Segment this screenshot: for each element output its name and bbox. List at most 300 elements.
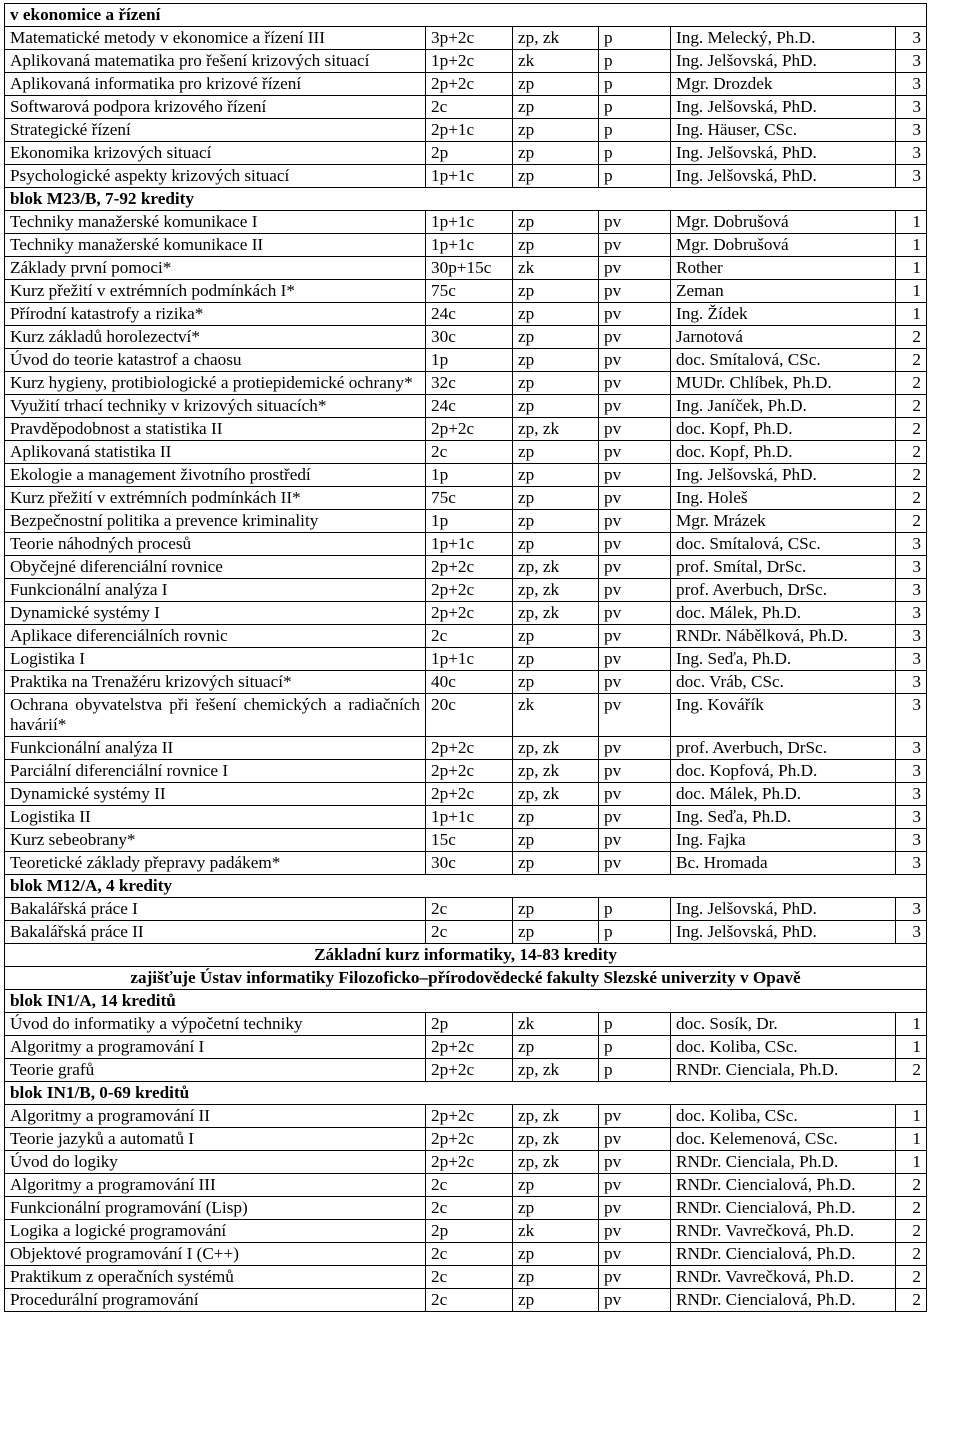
course-row (5, 625, 927, 648)
course-credits-cell: 1 (896, 257, 927, 280)
course-credits-cell: 3 (896, 625, 927, 648)
course-row (5, 694, 927, 737)
course-name-cell: Přírodní katastrofy a rizika* (5, 303, 426, 326)
course-name-cell: Základy první pomoci* (5, 257, 426, 280)
course-hours-cell: 2p (426, 1013, 513, 1036)
course-category-cell: p (599, 142, 671, 165)
course-credits-cell: 3 (896, 579, 927, 602)
course-category-cell: pv (599, 783, 671, 806)
course-teacher-cell: doc. Vráb, CSc. (671, 671, 896, 694)
course-credits-cell: 2 (896, 1174, 927, 1197)
course-category-cell: pv (599, 1243, 671, 1266)
course-hours-cell: 30c (426, 852, 513, 875)
course-row (5, 1128, 927, 1151)
course-name-cell: Kurz přežití v extrémních podmínkách I* (5, 280, 426, 303)
course-completion-cell: zp (513, 625, 599, 648)
course-hours-cell: 2c (426, 1266, 513, 1289)
course-row (5, 783, 927, 806)
course-row (5, 142, 927, 165)
course-completion-cell: zp (513, 395, 599, 418)
course-teacher-cell: Mgr. Mrázek (671, 510, 896, 533)
course-credits-cell: 2 (896, 1266, 927, 1289)
course-completion-cell: zp (513, 1036, 599, 1059)
course-credits-cell: 3 (896, 96, 927, 119)
course-category-cell: pv (599, 510, 671, 533)
course-row (5, 464, 927, 487)
course-name-cell: Algoritmy a programování II (5, 1105, 426, 1128)
course-credits-cell: 3 (896, 783, 927, 806)
course-teacher-cell: doc. Kopf, Ph.D. (671, 441, 896, 464)
course-hours-cell: 1p+1c (426, 533, 513, 556)
course-credits-cell: 1 (896, 1151, 927, 1174)
course-completion-cell: zk (513, 1220, 599, 1243)
course-teacher-cell: doc. Kopf, Ph.D. (671, 418, 896, 441)
course-name-cell: Ekologie a management životního prostředí (5, 464, 426, 487)
course-name-cell: Ekonomika krizových situací (5, 142, 426, 165)
course-row (5, 119, 927, 142)
course-hours-cell: 40c (426, 671, 513, 694)
course-name-cell: Úvod do teorie katastrof a chaosu (5, 349, 426, 372)
course-row (5, 1197, 927, 1220)
course-completion-cell: zp (513, 533, 599, 556)
course-row (5, 1013, 927, 1036)
course-hours-cell: 3p+2c (426, 27, 513, 50)
course-category-cell: pv (599, 1197, 671, 1220)
course-row (5, 671, 927, 694)
course-name-cell: Praktikum z operačních systémů (5, 1266, 426, 1289)
course-name-cell: Strategické řízení (5, 119, 426, 142)
course-category-cell: pv (599, 760, 671, 783)
course-teacher-cell: doc. Kelemenová, CSc. (671, 1128, 896, 1151)
course-category-cell: pv (599, 533, 671, 556)
course-row (5, 579, 927, 602)
course-category-cell: pv (599, 602, 671, 625)
course-completion-cell: zp (513, 165, 599, 188)
course-name-cell: Logistika I (5, 648, 426, 671)
section-heading: zajišťuje Ústav informatiky Filozoficko–přírodovědecké fakulty Slezské univerzity v Opavě (5, 967, 927, 990)
course-teacher-cell: prof. Averbuch, DrSc. (671, 737, 896, 760)
course-teacher-cell: Ing. Jelšovská, PhD. (671, 921, 896, 944)
course-category-cell: pv (599, 1105, 671, 1128)
course-completion-cell: zp (513, 464, 599, 487)
course-teacher-cell: RNDr. Ciencialová, Ph.D. (671, 1174, 896, 1197)
course-completion-cell: zk (513, 257, 599, 280)
course-name-cell: Logika a logické programování (5, 1220, 426, 1243)
course-row (5, 487, 927, 510)
course-completion-cell: zp, zk (513, 556, 599, 579)
course-name-cell: Praktika na Trenažéru krizových situací* (5, 671, 426, 694)
course-row (5, 349, 927, 372)
course-completion-cell: zk (513, 1013, 599, 1036)
course-credits-cell: 2 (896, 464, 927, 487)
course-completion-cell: zp, zk (513, 1059, 599, 1082)
course-completion-cell: zp, zk (513, 602, 599, 625)
course-credits-cell: 2 (896, 1243, 927, 1266)
course-name-cell: Teorie náhodných procesů (5, 533, 426, 556)
course-completion-cell: zp (513, 211, 599, 234)
course-name-cell: Aplikovaná matematika pro řešení krizových situací (5, 50, 426, 73)
course-teacher-cell: prof. Averbuch, DrSc. (671, 579, 896, 602)
course-completion-cell: zp, zk (513, 760, 599, 783)
course-credits-cell: 2 (896, 1197, 927, 1220)
course-teacher-cell: Mgr. Drozdek (671, 73, 896, 96)
course-category-cell: pv (599, 303, 671, 326)
course-credits-cell: 3 (896, 119, 927, 142)
course-name-cell: Kurz přežití v extrémních podmínkách II* (5, 487, 426, 510)
course-name-cell: Procedurální programování (5, 1289, 426, 1312)
course-row (5, 852, 927, 875)
course-credits-cell: 3 (896, 760, 927, 783)
course-category-cell: pv (599, 1289, 671, 1312)
course-hours-cell: 1p (426, 464, 513, 487)
course-row (5, 1220, 927, 1243)
course-category-cell: pv (599, 211, 671, 234)
course-category-cell: pv (599, 1174, 671, 1197)
course-credits-cell: 3 (896, 602, 927, 625)
course-credits-cell: 3 (896, 806, 927, 829)
course-completion-cell: zk (513, 694, 599, 737)
course-completion-cell: zp (513, 671, 599, 694)
course-hours-cell: 2p+2c (426, 73, 513, 96)
course-teacher-cell: Ing. Jelšovská, PhD. (671, 142, 896, 165)
course-teacher-cell: RNDr. Vavrečková, Ph.D. (671, 1266, 896, 1289)
course-category-cell: pv (599, 1128, 671, 1151)
course-teacher-cell: RNDr. Cienciala, Ph.D. (671, 1151, 896, 1174)
course-table-body (5, 4, 927, 1312)
course-teacher-cell: Mgr. Dobrušová (671, 211, 896, 234)
course-credits-cell: 2 (896, 1289, 927, 1312)
course-credits-cell: 3 (896, 556, 927, 579)
course-teacher-cell: Jarnotová (671, 326, 896, 349)
course-hours-cell: 1p+1c (426, 648, 513, 671)
course-category-cell: pv (599, 280, 671, 303)
course-teacher-cell: Ing. Jelšovská, PhD. (671, 464, 896, 487)
course-hours-cell: 2p (426, 1220, 513, 1243)
course-hours-cell: 2p+2c (426, 1105, 513, 1128)
course-hours-cell: 1p+1c (426, 211, 513, 234)
course-name-cell: Bakalářská práce II (5, 921, 426, 944)
course-name-cell: Úvod do logiky (5, 1151, 426, 1174)
course-row (5, 648, 927, 671)
course-completion-cell: zp (513, 852, 599, 875)
course-completion-cell: zk (513, 50, 599, 73)
course-row (5, 96, 927, 119)
course-teacher-cell: Bc. Hromada (671, 852, 896, 875)
course-category-cell: pv (599, 349, 671, 372)
course-credits-cell: 3 (896, 50, 927, 73)
course-row (5, 1266, 927, 1289)
section-heading-row (5, 967, 927, 990)
course-completion-cell: zp, zk (513, 1105, 599, 1128)
course-row (5, 1059, 927, 1082)
course-row (5, 829, 927, 852)
course-credits-cell: 3 (896, 829, 927, 852)
block-heading: blok IN1/B, 0-69 kreditů (5, 1082, 927, 1105)
course-name-cell: Pravděpodobnost a statistika II (5, 418, 426, 441)
section-heading-row (5, 944, 927, 967)
course-category-cell: pv (599, 852, 671, 875)
course-completion-cell: zp (513, 1197, 599, 1220)
course-teacher-cell: RNDr. Ciencialová, Ph.D. (671, 1197, 896, 1220)
course-teacher-cell: Ing. Žídek (671, 303, 896, 326)
block-heading: blok IN1/A, 14 kreditů (5, 990, 927, 1013)
course-hours-cell: 2p+2c (426, 760, 513, 783)
course-row (5, 326, 927, 349)
course-name-cell: Teorie jazyků a automatů I (5, 1128, 426, 1151)
course-name-cell: Využití trhací techniky v krizových situacích* (5, 395, 426, 418)
course-credits-cell: 1 (896, 1036, 927, 1059)
course-table (4, 3, 927, 1312)
course-completion-cell: zp, zk (513, 27, 599, 50)
course-name-cell: Obyčejné diferenciální rovnice (5, 556, 426, 579)
course-row (5, 737, 927, 760)
course-credits-cell: 2 (896, 1220, 927, 1243)
course-category-cell: pv (599, 556, 671, 579)
course-hours-cell: 2p+2c (426, 1036, 513, 1059)
course-name-cell: Logistika II (5, 806, 426, 829)
course-hours-cell: 30p+15c (426, 257, 513, 280)
course-category-cell: pv (599, 372, 671, 395)
course-credits-cell: 2 (896, 372, 927, 395)
course-category-cell: p (599, 1036, 671, 1059)
course-completion-cell: zp (513, 829, 599, 852)
course-teacher-cell: Ing. Jelšovská, PhD. (671, 96, 896, 119)
course-row (5, 533, 927, 556)
course-hours-cell: 2p+2c (426, 1059, 513, 1082)
course-name-cell: Matematické metody v ekonomice a řízení III (5, 27, 426, 50)
course-credits-cell: 2 (896, 1059, 927, 1082)
block-heading-row (5, 990, 927, 1013)
course-credits-cell: 1 (896, 1105, 927, 1128)
block-heading: v ekonomice a řízení (5, 4, 927, 27)
course-row (5, 510, 927, 533)
course-category-cell: p (599, 898, 671, 921)
course-name-cell: Techniky manažerské komunikace II (5, 234, 426, 257)
course-teacher-cell: RNDr. Nábělková, Ph.D. (671, 625, 896, 648)
section-heading: Základní kurz informatiky, 14-83 kredity (5, 944, 927, 967)
course-row (5, 1174, 927, 1197)
course-teacher-cell: Ing. Jelšovská, PhD. (671, 898, 896, 921)
block-heading: blok M12/A, 4 kredity (5, 875, 927, 898)
course-hours-cell: 2p+2c (426, 783, 513, 806)
course-row (5, 165, 927, 188)
course-completion-cell: zp (513, 648, 599, 671)
course-row (5, 50, 927, 73)
course-hours-cell: 2c (426, 625, 513, 648)
course-row (5, 898, 927, 921)
course-credits-cell: 2 (896, 510, 927, 533)
course-completion-cell: zp (513, 142, 599, 165)
course-completion-cell: zp (513, 806, 599, 829)
course-name-cell: Algoritmy a programování III (5, 1174, 426, 1197)
course-category-cell: pv (599, 625, 671, 648)
course-completion-cell: zp (513, 349, 599, 372)
course-teacher-cell: Ing. Kovářík (671, 694, 896, 737)
course-teacher-cell: RNDr. Ciencialová, Ph.D. (671, 1243, 896, 1266)
course-category-cell: pv (599, 464, 671, 487)
course-row (5, 441, 927, 464)
course-hours-cell: 32c (426, 372, 513, 395)
course-category-cell: p (599, 921, 671, 944)
course-name-cell: Dynamické systémy II (5, 783, 426, 806)
course-credits-cell: 3 (896, 921, 927, 944)
course-credits-cell: 3 (896, 694, 927, 737)
course-category-cell: p (599, 165, 671, 188)
course-row (5, 1289, 927, 1312)
course-hours-cell: 2p+2c (426, 737, 513, 760)
course-name-cell: Algoritmy a programování I (5, 1036, 426, 1059)
course-completion-cell: zp (513, 898, 599, 921)
course-completion-cell: zp (513, 234, 599, 257)
course-hours-cell: 2c (426, 898, 513, 921)
course-teacher-cell: doc. Smítalová, CSc. (671, 533, 896, 556)
course-row (5, 257, 927, 280)
block-heading-row (5, 188, 927, 211)
course-completion-cell: zp (513, 280, 599, 303)
course-teacher-cell: doc. Koliba, CSc. (671, 1105, 896, 1128)
course-credits-cell: 1 (896, 234, 927, 257)
course-hours-cell: 1p+1c (426, 806, 513, 829)
course-teacher-cell: doc. Kopfová, Ph.D. (671, 760, 896, 783)
course-name-cell: Parciální diferenciální rovnice I (5, 760, 426, 783)
course-row (5, 27, 927, 50)
course-row (5, 1243, 927, 1266)
course-category-cell: pv (599, 418, 671, 441)
course-hours-cell: 1p (426, 349, 513, 372)
course-hours-cell: 2c (426, 441, 513, 464)
course-name-cell: Teorie grafů (5, 1059, 426, 1082)
course-hours-cell: 30c (426, 326, 513, 349)
course-hours-cell: 24c (426, 395, 513, 418)
course-teacher-cell: MUDr. Chlíbek, Ph.D. (671, 372, 896, 395)
course-completion-cell: zp (513, 73, 599, 96)
course-category-cell: pv (599, 1266, 671, 1289)
course-category-cell: pv (599, 326, 671, 349)
course-credits-cell: 3 (896, 27, 927, 50)
course-hours-cell: 2p+2c (426, 1151, 513, 1174)
course-category-cell: pv (599, 829, 671, 852)
course-category-cell: pv (599, 694, 671, 737)
course-credits-cell: 1 (896, 303, 927, 326)
course-hours-cell: 2c (426, 1197, 513, 1220)
course-hours-cell: 1p (426, 510, 513, 533)
course-hours-cell: 1p+2c (426, 50, 513, 73)
course-name-cell: Kurz základů horolezectví* (5, 326, 426, 349)
course-row (5, 395, 927, 418)
course-completion-cell: zp (513, 119, 599, 142)
course-credits-cell: 2 (896, 395, 927, 418)
course-completion-cell: zp (513, 1243, 599, 1266)
course-teacher-cell: Ing. Jelšovská, PhD. (671, 165, 896, 188)
course-category-cell: pv (599, 234, 671, 257)
course-name-cell: Softwarová podpora krizového řízení (5, 96, 426, 119)
course-teacher-cell: Ing. Häuser, CSc. (671, 119, 896, 142)
course-category-cell: pv (599, 487, 671, 510)
course-name-cell: Funkcionální analýza I (5, 579, 426, 602)
course-name-cell: Techniky manažerské komunikace I (5, 211, 426, 234)
course-name-cell: Funkcionální analýza II (5, 737, 426, 760)
course-row (5, 806, 927, 829)
course-teacher-cell: Ing. Seďa, Ph.D. (671, 806, 896, 829)
block-heading: blok M23/B, 7-92 kredity (5, 188, 927, 211)
course-name-cell: Kurz sebeobrany* (5, 829, 426, 852)
course-completion-cell: zp, zk (513, 579, 599, 602)
course-teacher-cell: Zeman (671, 280, 896, 303)
course-credits-cell: 3 (896, 898, 927, 921)
course-teacher-cell: RNDr. Cienciala, Ph.D. (671, 1059, 896, 1082)
course-hours-cell: 75c (426, 487, 513, 510)
course-hours-cell: 2c (426, 1243, 513, 1266)
course-teacher-cell: doc. Málek, Ph.D. (671, 602, 896, 625)
course-completion-cell: zp (513, 487, 599, 510)
course-category-cell: p (599, 96, 671, 119)
block-heading-row (5, 1082, 927, 1105)
course-credits-cell: 3 (896, 737, 927, 760)
course-name-cell: Funkcionální programování (Lisp) (5, 1197, 426, 1220)
course-hours-cell: 2p+2c (426, 579, 513, 602)
course-teacher-cell: doc. Sosík, Dr. (671, 1013, 896, 1036)
course-name-cell: Aplikace diferenciálních rovnic (5, 625, 426, 648)
block-heading-row (5, 875, 927, 898)
course-completion-cell: zp (513, 96, 599, 119)
course-row (5, 280, 927, 303)
course-completion-cell: zp (513, 1174, 599, 1197)
course-hours-cell: 2p+2c (426, 1128, 513, 1151)
course-hours-cell: 2p+2c (426, 556, 513, 579)
course-category-cell: p (599, 119, 671, 142)
course-row (5, 760, 927, 783)
course-row (5, 602, 927, 625)
course-teacher-cell: doc. Málek, Ph.D. (671, 783, 896, 806)
course-completion-cell: zp (513, 921, 599, 944)
course-hours-cell: 1p+1c (426, 234, 513, 257)
course-category-cell: p (599, 50, 671, 73)
course-credits-cell: 1 (896, 1013, 927, 1036)
course-category-cell: pv (599, 441, 671, 464)
course-row (5, 1105, 927, 1128)
course-row (5, 372, 927, 395)
course-name-cell: Aplikovaná informatika pro krizové řízení (5, 73, 426, 96)
course-completion-cell: zp, zk (513, 737, 599, 760)
course-category-cell: p (599, 27, 671, 50)
course-category-cell: pv (599, 737, 671, 760)
course-hours-cell: 2p+2c (426, 418, 513, 441)
course-credits-cell: 3 (896, 648, 927, 671)
course-completion-cell: zp (513, 441, 599, 464)
course-completion-cell: zp, zk (513, 418, 599, 441)
course-completion-cell: zp (513, 1266, 599, 1289)
course-category-cell: pv (599, 671, 671, 694)
course-teacher-cell: Rother (671, 257, 896, 280)
course-credits-cell: 2 (896, 487, 927, 510)
course-hours-cell: 2p+2c (426, 602, 513, 625)
course-hours-cell: 2c (426, 921, 513, 944)
course-credits-cell: 3 (896, 671, 927, 694)
course-row (5, 556, 927, 579)
course-name-cell: Ochrana obyvatelstva při řešení chemických a radiačních havárií* (5, 694, 426, 737)
course-credits-cell: 2 (896, 418, 927, 441)
course-category-cell: pv (599, 257, 671, 280)
course-name-cell: Dynamické systémy I (5, 602, 426, 625)
course-credits-cell: 2 (896, 326, 927, 349)
course-completion-cell: zp (513, 1289, 599, 1312)
course-completion-cell: zp (513, 372, 599, 395)
course-completion-cell: zp, zk (513, 1151, 599, 1174)
course-category-cell: pv (599, 648, 671, 671)
course-category-cell: pv (599, 1151, 671, 1174)
course-credits-cell: 1 (896, 1128, 927, 1151)
course-row (5, 1151, 927, 1174)
